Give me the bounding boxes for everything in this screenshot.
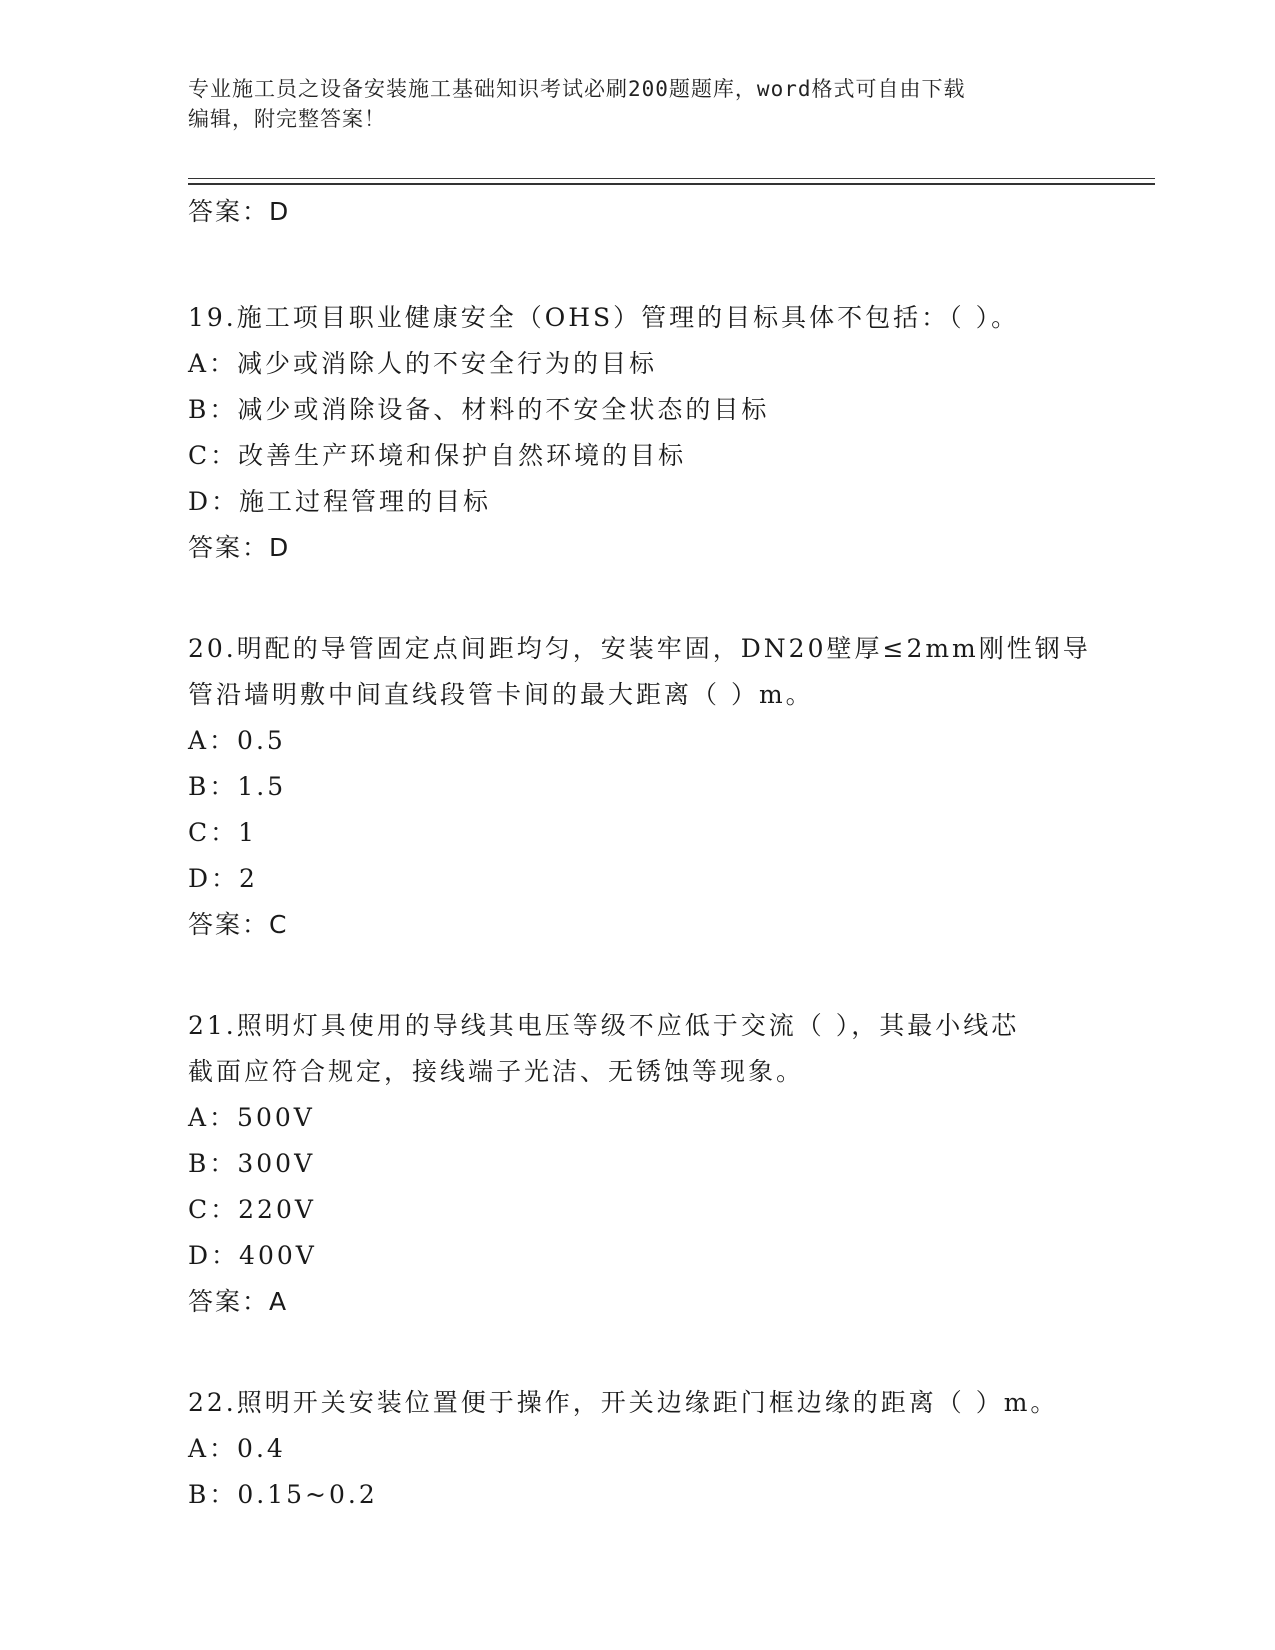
header-line-2: 编辑，附完整答案！	[188, 107, 386, 131]
spacer	[188, 235, 1128, 295]
header-divider-thin	[188, 178, 1155, 179]
answer-line: 答案：A	[188, 1287, 289, 1316]
option-a: A：0.4	[188, 1434, 286, 1463]
document-body	[188, 189, 1128, 1518]
question-text: 21.照明灯具使用的导线其电压等级不应低于交流（ ），其最小线芯	[188, 1011, 1020, 1040]
question-text-continued: 截面应符合规定，接线端子光洁、无锈蚀等现象。	[188, 1057, 805, 1086]
question-text: 22.照明开关安装位置便于操作，开关边缘距门框边缘的距离（ ）m。	[188, 1388, 1059, 1417]
option-a: A：减少或消除人的不安全行为的目标	[188, 349, 658, 378]
answer-line: 答案：C	[188, 910, 289, 939]
document-header	[188, 74, 1068, 134]
question-block-22	[188, 1380, 1128, 1518]
question-block-19	[188, 295, 1128, 571]
question-text-continued: 管沿墙明敷中间直线段管卡间的最大距离（ ）m。	[188, 680, 814, 709]
option-c: C：改善生产环境和保护自然环境的目标	[188, 441, 687, 470]
question-text: 20.明配的导管固定点间距均匀，安装牢固，DN20壁厚≤2mm刚性钢导	[188, 634, 1091, 663]
spacer	[188, 1325, 1128, 1380]
option-b: B：300V	[188, 1149, 316, 1178]
question-block-20	[188, 626, 1128, 948]
answer-line: 答案：D	[188, 197, 291, 226]
option-d: D：施工过程管理的目标	[188, 487, 492, 516]
spacer	[188, 571, 1128, 626]
spacer	[188, 948, 1128, 1003]
option-c: C：1	[188, 818, 258, 847]
option-b: B：减少或消除设备、材料的不安全状态的目标	[188, 395, 770, 424]
option-b: B：0.15~0.2	[188, 1480, 378, 1509]
option-a: A：500V	[188, 1103, 315, 1132]
option-a: A：0.5	[188, 726, 286, 755]
answer-line: 答案：D	[188, 533, 291, 562]
option-b: B：1.5	[188, 772, 287, 801]
option-d: D：400V	[188, 1241, 317, 1270]
header-divider-thick	[188, 183, 1155, 185]
option-c: C：220V	[188, 1195, 316, 1224]
option-d: D：2	[188, 864, 258, 893]
question-text: 19.施工项目职业健康安全（OHS）管理的目标具体不包括：（ ）。	[188, 303, 1020, 332]
question-block-21	[188, 1003, 1128, 1325]
header-line-1: 专业施工员之设备安装施工基础知识考试必刷200题题库，word格式可自由下载	[188, 77, 966, 101]
